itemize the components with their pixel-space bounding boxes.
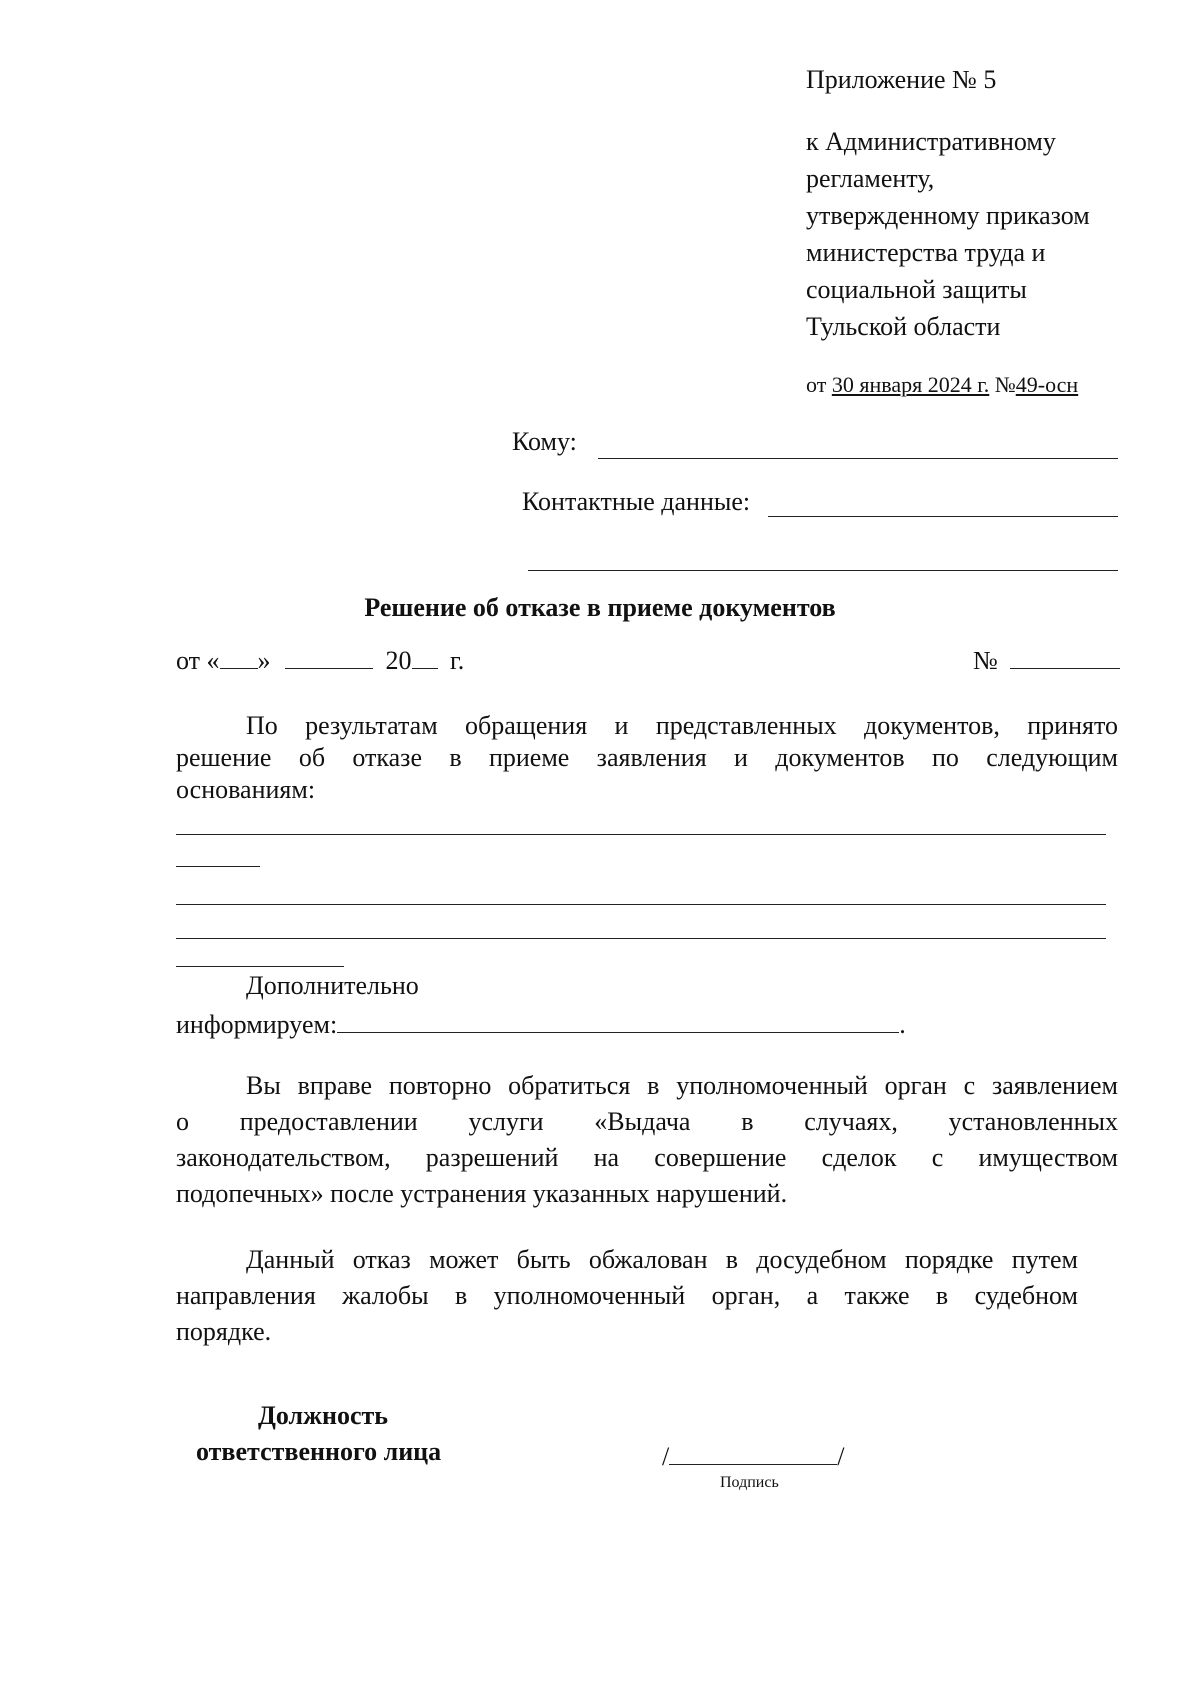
- signatory-position: Должность: [258, 1401, 389, 1430]
- contacts-extra-line[interactable]: [528, 570, 1118, 571]
- reason-line[interactable]: [176, 938, 1106, 939]
- document-number: [973, 640, 1120, 679]
- extra-info-field[interactable]: [337, 1004, 899, 1033]
- signature-slash: /: [837, 1442, 845, 1471]
- p1-line: основаниям:: [176, 775, 316, 804]
- date-quote-close: »: [257, 646, 271, 675]
- extra-line: Дополнительно: [246, 971, 419, 1000]
- date-year-suffix: г.: [450, 646, 465, 675]
- date-month-field[interactable]: [285, 640, 373, 669]
- reason-line[interactable]: [176, 866, 260, 867]
- signature-slash: /: [662, 1442, 670, 1471]
- appendix-line: к Административному: [806, 127, 1056, 156]
- extra-info-row: [176, 1004, 906, 1043]
- date-from-label: от «: [176, 646, 220, 675]
- appendix-title: Приложение № 5: [806, 65, 997, 94]
- appendix-line: регламенту,: [806, 164, 935, 193]
- document-title: Решение об отказе в приеме документов: [364, 593, 836, 622]
- appendix-number-prefix: №: [989, 372, 1016, 397]
- appendix-line: социальной защиты: [806, 275, 1027, 304]
- reason-line[interactable]: [176, 904, 1106, 905]
- extra-line: информируем:: [176, 1010, 338, 1039]
- date-day-field[interactable]: [220, 640, 258, 669]
- reason-line[interactable]: [176, 834, 1106, 835]
- signature-field[interactable]: [669, 1436, 837, 1465]
- p2-line: о предоставлении услуги «Выдача в случаях, установленных: [176, 1107, 1118, 1136]
- signatory-position: ответственного лица: [196, 1437, 442, 1466]
- number-sign: №: [973, 646, 998, 675]
- p3-line: Данный отказ может быть обжалован в досудебном порядке путем: [246, 1245, 1078, 1274]
- signature-caption: Подпись: [720, 1474, 779, 1491]
- appendix-date-prefix: от: [806, 372, 832, 397]
- date-year-prefix: 20: [385, 646, 412, 675]
- p1-line: решение об отказе в приеме заявления и документов по следующим: [176, 743, 1118, 772]
- to-field-line[interactable]: [598, 458, 1118, 459]
- p2-line: подопечных» после устранения указанных нарушений.: [176, 1179, 788, 1208]
- appendix-number-value: 49-осн: [1015, 372, 1079, 397]
- document-number-field[interactable]: [1010, 640, 1120, 669]
- p3-line: направления жалобы в уполномоченный орган, а также в судебном: [176, 1281, 1078, 1310]
- contacts-field-line[interactable]: [768, 516, 1118, 517]
- p3-line: порядке.: [176, 1317, 272, 1346]
- extra-end: .: [899, 1010, 906, 1039]
- appendix-date: [806, 370, 1078, 400]
- appendix-line: утвержденному приказом: [806, 201, 1090, 230]
- document-date-row: [176, 640, 464, 679]
- reason-line[interactable]: [176, 966, 344, 967]
- appendix-date-value: 30 января 2024 г.: [831, 372, 990, 397]
- appendix-line: Тульской области: [806, 312, 1001, 341]
- p2-line: Вы вправе повторно обратиться в уполномоченный орган с заявлением: [246, 1071, 1118, 1100]
- appendix-line: министерства труда и: [806, 238, 1046, 267]
- p2-line: законодательством, разрешений на совершение сделок с имуществом: [176, 1143, 1118, 1172]
- date-year-field[interactable]: [412, 640, 438, 669]
- signature-row: [662, 1436, 844, 1475]
- to-label: Кому:: [512, 427, 577, 456]
- contacts-label: Контактные данные:: [522, 487, 751, 516]
- p1-line: По результатам обращения и представленных документов, принято: [246, 711, 1118, 740]
